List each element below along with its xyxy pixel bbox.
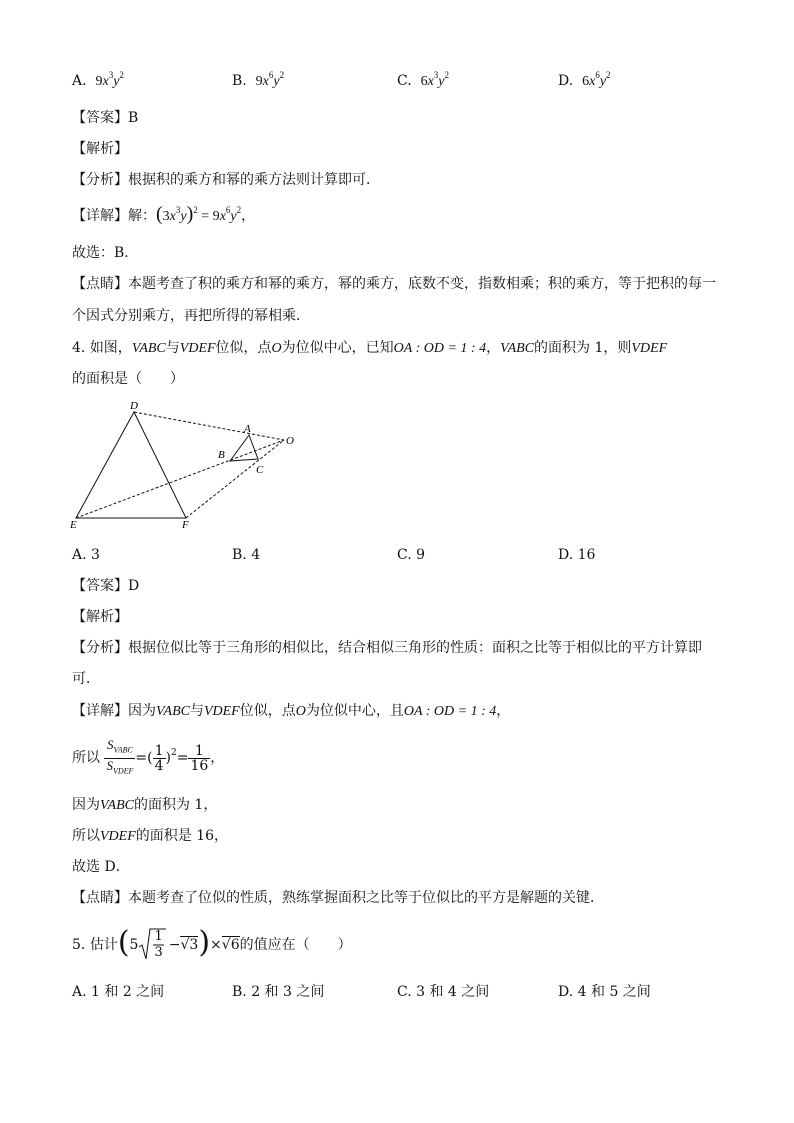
q4-because: 因为VABC的面积为 1， <box>72 797 218 813</box>
q3-option-b[interactable]: B. $9x^6y^2$ <box>232 70 285 89</box>
q3-detail-expr: $(3x^3y)^2 = 9x^6y^2$ <box>156 203 242 225</box>
one-third: 1 3 <box>154 929 163 960</box>
triangle-def <box>76 412 186 518</box>
q3-choose: 故选：B． <box>72 245 139 261</box>
q4-option-b[interactable]: B. 4 <box>232 547 261 563</box>
q3-analysis-tag: 【解析】 <box>72 141 128 157</box>
label-e: E <box>70 519 77 530</box>
q4-choose: 故选 D． <box>72 859 130 875</box>
q3-comment-2: 个因式分别乘方，再把所得的幂相乘． <box>72 308 310 324</box>
q3-option-d[interactable]: D. $6x^6y^2$ <box>558 70 611 89</box>
area-ratio-fraction: $\frac{S_{VABC}}{S_{VDEF}}$ <box>106 737 134 776</box>
label-f: F <box>182 519 189 530</box>
label-o: O <box>286 435 294 447</box>
one-sixteenth-fraction: $\frac{1}{16}$ <box>190 742 209 774</box>
label-b: B <box>218 449 225 461</box>
q3-option-d-expr: $6x^6y^2$ <box>582 70 611 89</box>
q4-comment: 【点睛】本题考查了位似的性质，熟练掌握面积之比等于位似比的平方是解题的关键． <box>72 890 604 906</box>
q4-option-d[interactable]: D. 16 <box>558 547 596 563</box>
q4-option-a[interactable]: A. 3 <box>72 547 100 563</box>
q4-fenxi-1: 【分析】根据位似比等于三角形的相似比，结合相似三角形的性质：面积之比等于相似比的平方计算即 <box>72 640 702 656</box>
q4-stem-2: 的面积是（ ） <box>72 371 184 387</box>
q3-option-c[interactable]: C. $6x^3y^2$ <box>397 70 450 89</box>
q5-option-a[interactable]: A. 1 和 2 之间 <box>72 984 165 1000</box>
q3-fenxi: 【分析】根据积的乘方和幂的乘方法则计算即可． <box>72 172 380 188</box>
q3-detail: 【详解】解：$(3x^3y)^2 = 9x^6y^2$， <box>72 203 256 225</box>
triangle-abc <box>230 435 258 461</box>
q3-option-c-expr: $6x^3y^2$ <box>420 70 450 89</box>
label-c: C <box>256 464 264 476</box>
dashed-od <box>134 412 284 440</box>
q4-answer: 【答案】D <box>72 578 140 594</box>
q4-fenxi-2: 可． <box>72 671 100 687</box>
q4-analysis-tag: 【解析】 <box>72 609 128 625</box>
q4-stem-1: 4. 如图，VABC与VDEF位似，点O为位似中心，已知OA : OD = 1 : 4，VABC的面积为 1，则VDEF <box>72 340 668 356</box>
q4-so: 所以VDEF的面积是 16， <box>72 828 229 844</box>
q5-option-c[interactable]: C. 3 和 4 之间 <box>397 984 490 1000</box>
q5-option-d[interactable]: D. 4 和 5 之间 <box>558 984 651 1000</box>
one-fourth-fraction: $\frac{1}{4}$ <box>154 742 164 774</box>
q4-figure <box>66 400 306 530</box>
q4-option-c[interactable]: C. 9 <box>397 547 426 563</box>
q3-comment-1: 【点睛】本题考查了积的乘方和幂的乘方，幂的乘方，底数不变，指数相乘；积的乘方，等于把积的每一 <box>72 276 716 292</box>
label-d: D <box>130 400 138 412</box>
q3-option-b-expr: $9x^6y^2$ <box>255 70 285 89</box>
q3-answer: 【答案】B <box>72 110 139 126</box>
q4-detail: 【详解】因为VABC与VDEF位似，点O为位似中心，且OA : OD = 1 : 4， <box>72 703 511 719</box>
q4-ratio-line: 所以 $\frac{S_{VABC}}{S_{VDEF}}$ =( $\frac{1}{4}$ )$^2$= $\frac{1}{16}$ ， <box>72 738 224 778</box>
label-a: A <box>244 423 251 435</box>
dashed-of <box>186 440 284 518</box>
q3-option-a[interactable]: A. $9x^3y^2$ <box>72 70 124 89</box>
q5-option-b[interactable]: B. 2 和 3 之间 <box>232 984 325 1000</box>
q3-option-a-expr: $9x^3y^2$ <box>95 70 124 89</box>
q5-stem: 5. 估计(5 1 3 −√3)×√6的值应在（ ） <box>72 922 352 966</box>
